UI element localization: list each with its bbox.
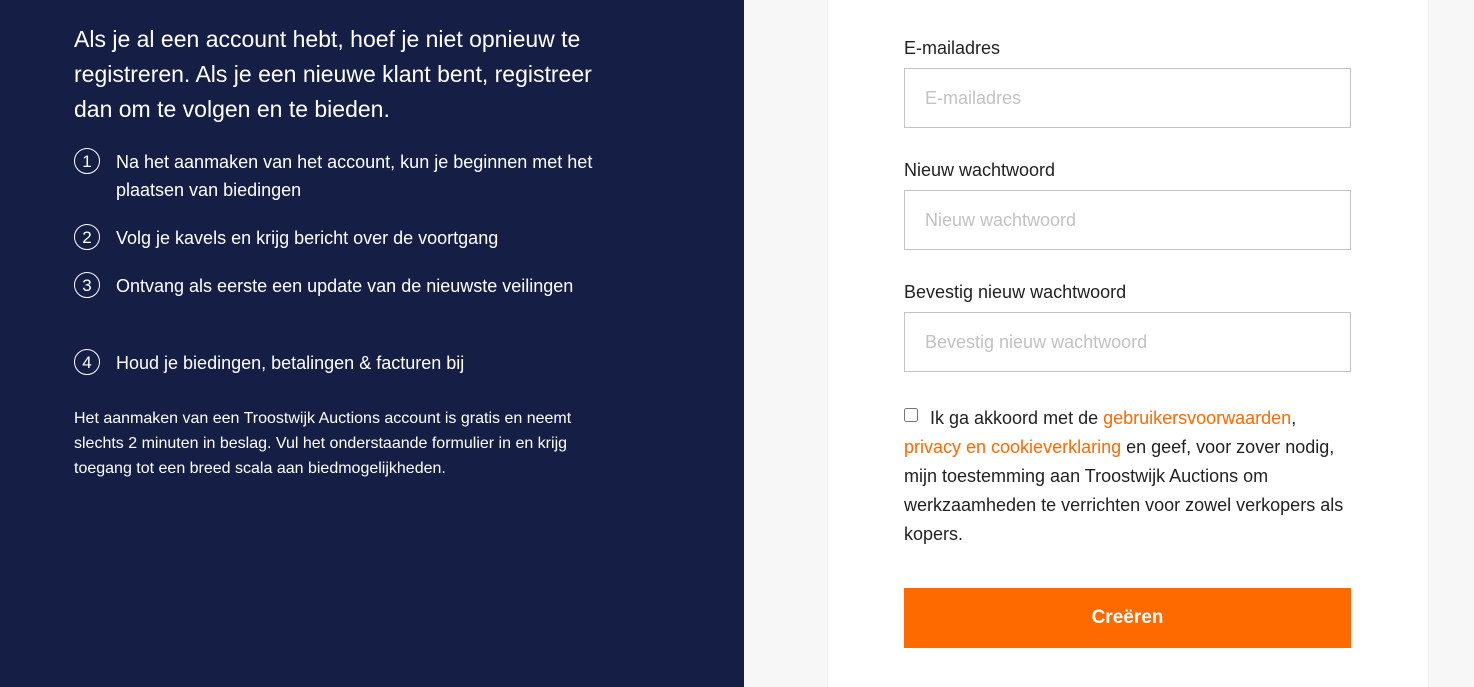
terms-link[interactable]: gebruikersvoorwaarden: [1103, 408, 1292, 428]
benefit-item: [74, 224, 614, 272]
create-account-button[interactable]: Creëren: [904, 588, 1351, 648]
password-field-group: [904, 159, 1351, 250]
privacy-link[interactable]: privacy en cookieverklaring: [904, 437, 1122, 457]
email-input[interactable]: [904, 68, 1351, 128]
consent-block: [904, 404, 1354, 549]
account-info-text: Het aanmaken van een Troostwijk Auctions account is gratis en neemt slechts 2 minuten in beslag. Vul het onderstaande formulier in en krijg toegang tot een breed scala aan biedmogelijkheden.: [74, 410, 572, 477]
registration-form: [828, 0, 1428, 687]
consent-separator: ,: [1291, 408, 1297, 428]
form-area: [744, 0, 1474, 687]
benefit-text: Houd je biedingen, betalingen & facturen bij: [116, 353, 465, 373]
confirm-password-input[interactable]: [904, 312, 1351, 372]
benefit-text: Na het aanmaken van het account, kun je beginnen met het plaatsen van biedingen: [116, 152, 593, 200]
confirm-password-field-group: [904, 281, 1351, 372]
benefit-text: Ontvang als eerste een update van de nieuwste veilingen: [116, 276, 574, 296]
password-label: Nieuw wachtwoord: [904, 160, 1056, 180]
benefit-text: Volg je kavels en krijg bericht over de voortgang: [116, 228, 499, 248]
new-password-input[interactable]: [904, 190, 1351, 250]
benefit-item: [74, 272, 614, 349]
consent-checkbox[interactable]: [904, 408, 918, 422]
step-number-badge: 2: [74, 224, 100, 250]
benefit-item: [74, 349, 614, 397]
step-number-badge: 3: [74, 272, 100, 298]
benefits-list: [74, 148, 614, 397]
step-number-badge: 1: [74, 148, 100, 174]
confirm-password-label: Bevestig nieuw wachtwoord: [904, 282, 1127, 302]
step-number-badge: 4: [74, 349, 100, 375]
consent-text-end: en geef, voor zover nodig, mijn toestemming aan Troostwijk Auctions om werkzaamheden te verrichten voor zowel verkopers als kopers.: [904, 437, 1344, 544]
email-label: E-mailadres: [904, 38, 1001, 58]
consent-text-start: Ik ga akkoord met de: [930, 408, 1104, 428]
benefit-item: [74, 148, 614, 224]
email-field-group: [904, 37, 1351, 128]
intro-text: Als je al een account hebt, hoef je niet opnieuw te registreren. Als je een nieuwe klant bent, registreer dan om te volgen en te bieden.: [74, 26, 592, 122]
